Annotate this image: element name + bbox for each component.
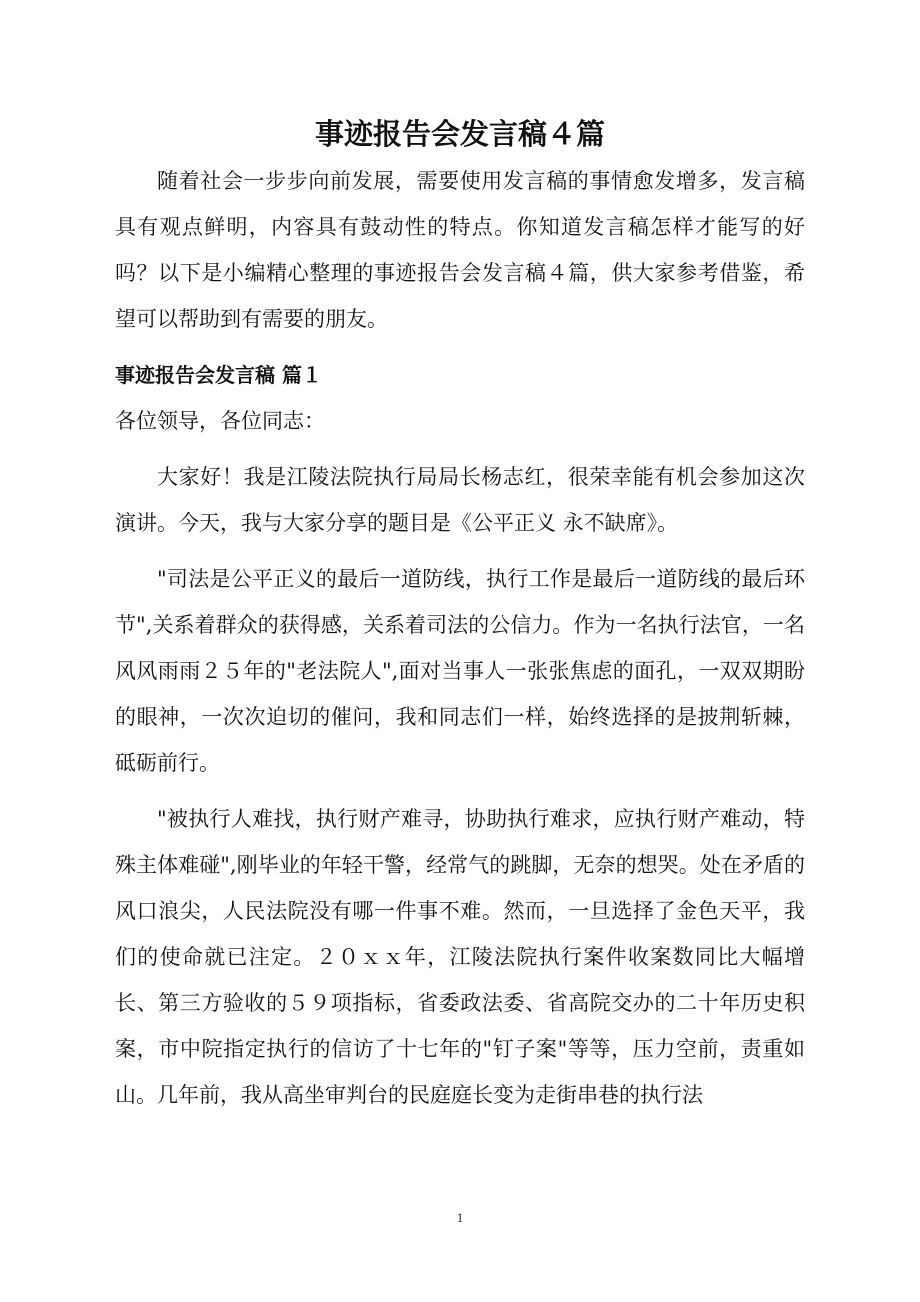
body-paragraph: 大家好！我是江陵法院执行局局长杨志红，很荣幸能有机会参加这次演讲。今天，我与大家分享的题目是《公平正义 永不缺席》。 (115, 465, 805, 535)
body-paragraph: "被执行人难找，执行财产难寻，协助执行难求，应执行财产难动，特殊主体难碰",刚毕业的年轻干警，经常气的跳脚，无奈的想哭。处在矛盾的风口浪尖，人民法院没有哪一件事不难。然而，一旦选择了金色天平，我们的使命就已注定。２０ｘｘ年，江陵法院执行案件收案数同比大幅增长、第三方验收的５９项指标，省委政法委、省高院交办的二十年历史积案，市中院指定执行的信访了十七年的"钉子案"等等，压力空前，责重如山。几年前，我从高坐审判台的民庭庭长变为走街串巷的执行法 (115, 807, 805, 1107)
body-paragraph: "司法是公平正义的最后一道防线，执行工作是最后一道防线的最后环节",关系着群众的获得感，关系着司法的公信力。作为一名执行法官，一名风风雨雨２５年的"老法院人",面对当事人一张张焦虑的面孔，一双双期盼的眼神，一次次迫切的催问，我和同志们一样，始终选择的是披荆斩棘，砥砺前行。 (115, 567, 805, 775)
section-heading: 事迹报告会发言稿 篇１ (115, 363, 322, 387)
document-title: 事迹报告会发言稿４篇 (314, 117, 605, 151)
intro-paragraph: 随着社会一步步向前发展，需要使用发言稿的事情愈发增多，发言稿具有观点鲜明，内容具有鼓动性的特点。你知道发言稿怎样才能写的好吗？以下是小编精心整理的事迹报告会发言稿４篇，供大家参考借鉴，希望可以帮助到有需要的朋友。 (115, 169, 805, 331)
document-body (115, 114, 805, 1118)
page-number: 1 (456, 1210, 464, 1225)
salutation: 各位领导，各位同志： (115, 409, 325, 433)
